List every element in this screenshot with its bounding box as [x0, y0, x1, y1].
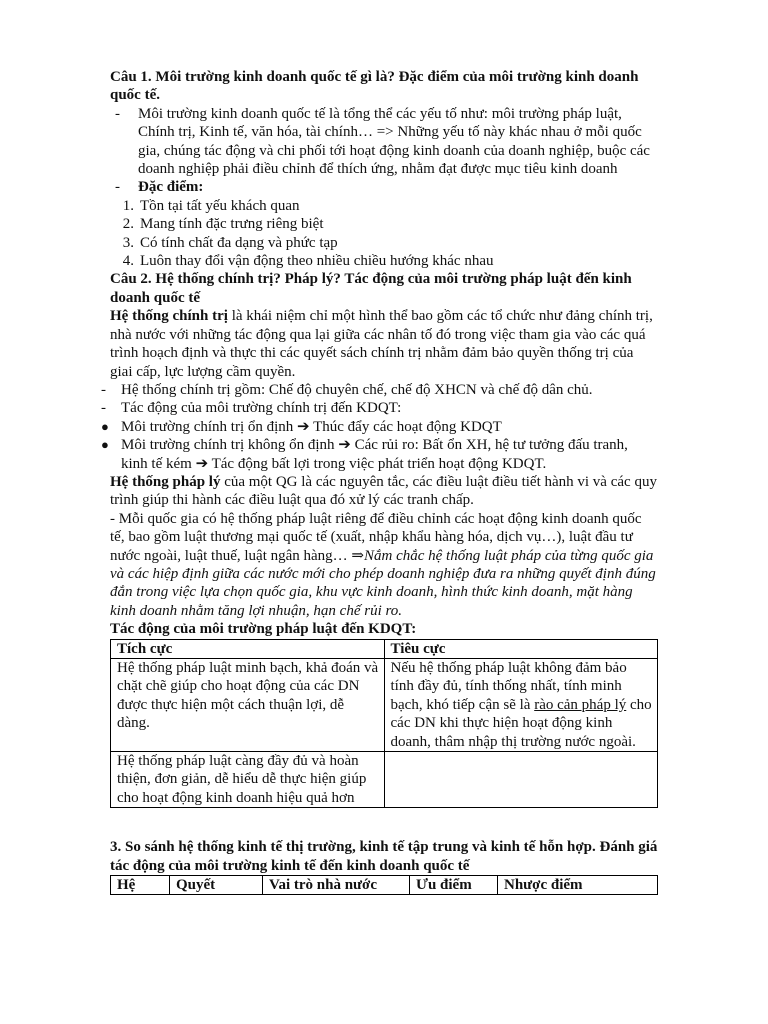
cell-positive: Hệ thống pháp luật càng đầy đủ và hoàn thiện, đơn giản, dễ hiểu dễ thực hiện giúp cho hoạt động kinh doanh hiệu quả hơn [111, 752, 385, 808]
legal-law-conclusion: Nắm chắc hệ thống luật pháp của từng quốc gia và các hiệp định giữa các nước mới cho phép doanh nghiệp đưa ra những quyết định đúng đắn trong việc lựa chọn quốc gia, khu vực kinh doanh, hình thức kinh doanh, mặt hàng kinh doanh nhằm tăng lợi nhuận, hạn chế rủi ro. [110, 547, 656, 619]
features-list [110, 197, 658, 271]
question-2-title: Câu 2. Hệ thống chính trị? Pháp lý? Tác động của môi trường pháp luật đến kinh doanh quốc tế [110, 271, 632, 306]
bullet-text: Môi trường chính trị không ổn định ➔ Các rủi ro: Bất ổn XH, hệ tư tưởng đấu tranh, kinh tế kém ➔ Tác động bất lợi trong việc phát triển hoạt động KDQT. [121, 437, 628, 472]
impact-table-title: Tác động của môi trường pháp luật đến KDQT: [110, 621, 417, 638]
question-3-title: 3. So sánh hệ thống kinh tế thị trường, kinh tế tập trung và kinh tế hỗn hợp. Đánh giá tác động của môi trường kinh tế đến kinh doanh quốc tế [110, 839, 658, 874]
list-item [110, 234, 658, 252]
legal-system-definition: của một QG là các nguyên tắc, các điều luật điều tiết hành vi và các quy trình giúp thi hành các điều luật qua đó xử lý các tranh chấp. [110, 473, 657, 509]
dash-marker: - [115, 105, 120, 122]
list-text: Luôn thay đổi vận động theo nhiều chiều hướng khác nhau [140, 253, 494, 270]
features-label: Đặc điểm: [138, 179, 204, 196]
cell-text: Nếu hệ thống pháp luật không đảm bảo tính đầy đủ, tính thống nhất, tính minh bạch, khó tiếp cận sẽ là [390, 660, 627, 713]
spacer [110, 808, 658, 838]
political-dash-item [101, 399, 658, 417]
cell-text: cho các DN khi thực hiện hoạt động kinh doanh, thâm nhập thị trường nước ngoài. [390, 696, 652, 750]
bullet-text: Môi trường chính trị ổn định ➔ Thúc đẩy các hoạt động KDQT [121, 418, 502, 435]
political-system-term: Hệ thống chính trị [110, 308, 228, 325]
header-negative: Tiêu cực [384, 639, 658, 658]
dash-item-text: Tác động của môi trường chính trị đến KDQT: [121, 400, 402, 417]
cell-positive: Hệ thống pháp luật minh bạch, khả đoán và chặt chẽ giúp cho hoạt động của các DN được thực hiện một cách thuận lợi, dễ dàng. [111, 659, 385, 752]
list-number: 3. [122, 234, 134, 251]
dash-marker: - [115, 179, 120, 196]
list-number: 4. [122, 253, 134, 270]
legal-system-paragraph [110, 473, 658, 510]
cell-negative [384, 752, 658, 808]
header-system: Hệ [111, 876, 170, 895]
list-text: Có tính chất đa dạng và phức tạp [140, 234, 338, 251]
header-advantages: Ưu điểm [410, 876, 498, 895]
list-number: 2. [122, 216, 134, 233]
header-state-role: Vai trò nhà nước [263, 876, 410, 895]
list-item [110, 215, 658, 233]
list-item [110, 197, 658, 215]
bullet-item [101, 436, 658, 473]
document-body [101, 68, 658, 895]
dash-marker: - [101, 381, 106, 398]
political-system-definition: là khái niệm chỉ một hình thể bao gồm các tổ chức như đảng chính trị, nhà nước với những tác động qua lại giữa các nhân tố đó trong việc tham gia vào các quá trình hoạch định và thực thi các quyết sách chính trị nhằm đảm bảo quyền thống trị của giai cấp, lực lượng cầm quyền. [110, 308, 653, 380]
table-row [111, 752, 658, 808]
legal-barrier-term: rào cản pháp lý [534, 696, 627, 713]
q1-definition: Môi trường kinh doanh quốc tế là tổng thể các yếu tố như: môi trường pháp luật, Chính trị, Kinh tế, văn hóa, tài chính… => Những yếu tố này khác nhau ở mỗi quốc gia, chúng tác động và chi phối tới hoạt động kinh doanh của doanh nghiệp, buộc các doanh nghiệp phải điều chỉnh để thích ứng, nhằm đạt được mục tiêu kinh doanh [138, 105, 650, 178]
table-header-row [111, 639, 658, 658]
header-positive: Tích cực [111, 639, 385, 658]
political-system-paragraph [110, 307, 658, 381]
dash-item-text: Hệ thống chính trị gồm: Chế độ chuyên chế, chế độ XHCN và chế độ dân chủ. [121, 381, 593, 398]
legal-law-paragraph [110, 510, 658, 620]
q1-features-heading [110, 178, 658, 196]
list-text: Mang tính đặc trưng riêng biệt [140, 216, 324, 233]
header-disadvantages: Nhược điểm [498, 876, 658, 895]
cell-negative [384, 659, 658, 752]
dash-marker: - [101, 400, 106, 417]
comparison-table [110, 875, 658, 895]
bullet-icon: ● [101, 437, 109, 453]
bullet-icon: ● [101, 418, 109, 434]
legal-law-text: - Mỗi quốc gia có hệ thống pháp luật riêng để điều chỉnh các hoạt động kinh doanh quốc tế, bao gồm luật thương mại quốc tế (xuất, nhập khẩu hàng hóa, dịch vụ…), luật đầu tư nước ngoài, luật thuế, luật ngân hàng… ⇒ [110, 510, 642, 564]
list-text: Tồn tại tất yếu khách quan [140, 197, 300, 214]
impact-table [110, 639, 658, 809]
political-dash-item [101, 381, 658, 399]
list-number: 1. [122, 197, 134, 214]
table-row [111, 659, 658, 752]
legal-system-term: Hệ thống pháp lý [110, 473, 221, 490]
list-item [110, 252, 658, 270]
q1-definition-item [110, 105, 658, 179]
question-1-title: Câu 1. Môi trường kinh doanh quốc tế gì là? Đặc điểm của môi trường kinh doanh quốc tế. [110, 69, 639, 104]
header-decision: Quyết [170, 876, 263, 895]
table-header-row [111, 876, 658, 895]
bullet-item [101, 418, 658, 436]
